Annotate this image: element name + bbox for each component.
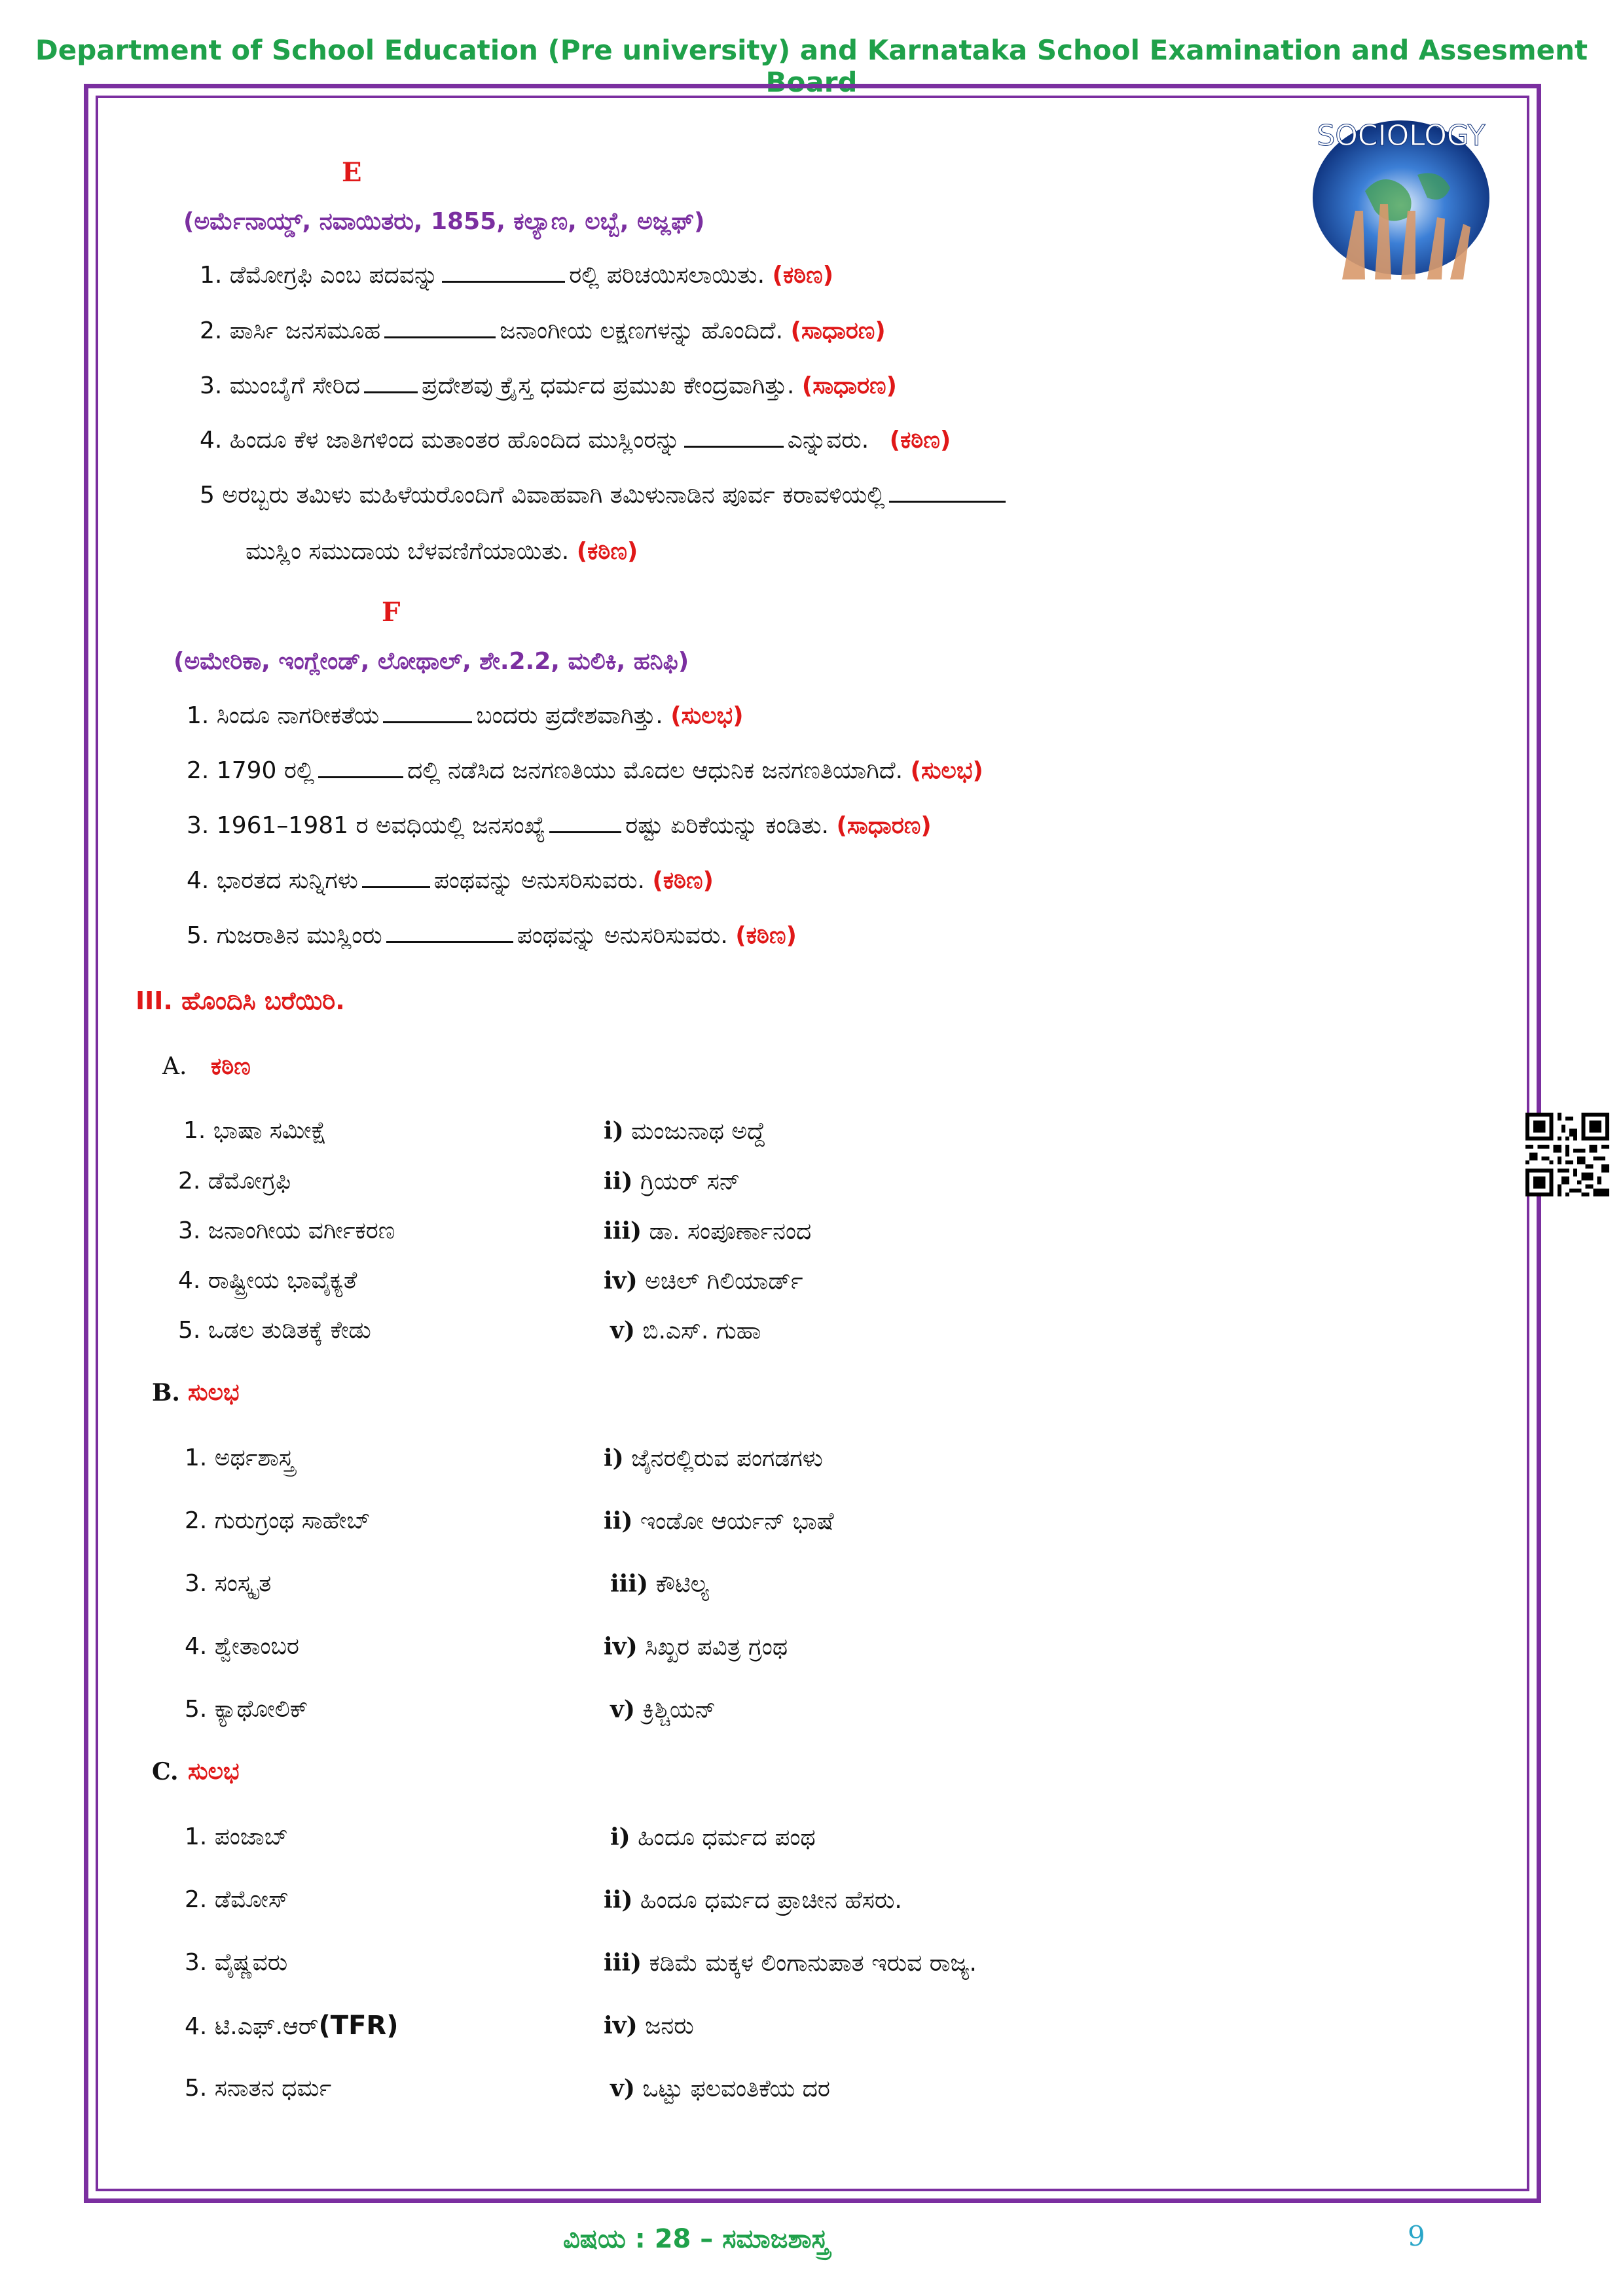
match-b-right-3-num: iii) [610, 1570, 649, 1598]
e-q3-post: ಪ್ರದೇಶವು ಕ್ರೈಸ್ತ ಧರ್ಮದ ಪ್ರಮುಖ ಕೇಂದ್ರವಾಗಿತ್ತು. [422, 372, 795, 399]
match-a-right-4-num: iv) [604, 1267, 638, 1295]
f-q2-post: ದಲ್ಲಿ ನಡೆಸಿದ ಜನಗಣತಿಯು ಮೊದಲ ಆಧುನಿಕ ಜನಗಣತಿಯಾಗಿದೆ. [407, 757, 903, 784]
match-a-label: A. [162, 1053, 187, 1080]
match-c-right-3-num: iii) [604, 1949, 642, 1977]
e-q5-pre: 5 ಅರಬ್ಬರು ತಮಿಳು ಮಹಿಳೆಯರೊಂದಿಗೆ ವಿವಾಹವಾಗಿ ತಮಿಳುನಾಡಿನ ಪೂರ್ವ ಕರಾವಳಿಯಲ್ಲಿ [200, 482, 885, 509]
match-c-right-2 [604, 1886, 902, 1914]
match-b-level: ಸುಲಭ [188, 1379, 240, 1406]
match-a-right-5-num: v) [610, 1317, 635, 1344]
match-a-left-5: 5. ಒಡಲ ತುಡಿತಕ್ಕೆ ಕೇಡು [178, 1317, 371, 1344]
e-q1-post: ರಲ್ಲಿ ಪರಿಚಯಿಸಲಾಯಿತು. [569, 262, 765, 289]
match-a-right-4 [604, 1267, 803, 1295]
e-q5-cont [246, 538, 638, 565]
section-f-label: F [382, 597, 401, 628]
e-q4 [200, 427, 951, 454]
match-b-left-2: 2. ಗುರುಗ್ರಂಥ ಸಾಹೇಬ್ [185, 1507, 371, 1534]
match-a-right-4-text: ಅಚಿಲ್ ಗಿಲಿಯಾರ್ಡ್ [645, 1268, 803, 1295]
page-header: Department of School Education (Pre university) and Karnataka School Examination and Assesment Board [35, 34, 1588, 98]
match-b-right-2-text: ಇಂಡೋ ಆರ್ಯನ್ ಭಾಷೆ [640, 1508, 834, 1535]
e-q1 [200, 262, 833, 289]
match-c-right-5-num: v) [610, 2075, 635, 2102]
e-q5-level: (ಕಠಿಣ) [576, 538, 638, 565]
e-q1-level: (ಕಠಿಣ) [772, 262, 834, 289]
match-b-left-1: 1. ಅರ್ಥಶಾಸ್ತ್ರ [185, 1444, 295, 1471]
f-q4-post: ಪಂಥವನ್ನು ಅನುಸರಿಸುವರು. [433, 867, 645, 894]
f-q3-pre: 3. 1961–1981 ರ ಅವಧಿಯಲ್ಲಿ ಜನಸಂಖ್ಯೆ [187, 812, 546, 839]
e-q3-pre: 3. ಮುಂಬೈಗೆ ಸೇರಿದ [200, 372, 361, 399]
f-q1-pre: 1. ಸಿಂದೂ ನಾಗರೀಕತೆಯ [187, 702, 380, 729]
f-q2-pre: 2. 1790 ರಲ್ಲಿ [187, 757, 315, 784]
section-f-hint: (ಅಮೇರಿಕಾ, ಇಂಗ್ಲೇಂಡ್, ಲೋಥಾಲ್, ಶೇ.2.2, ಮಲಿಕಿ, ಹನಿಫಿ) [173, 648, 689, 675]
f-q1-post: ಬಂದರು ಪ್ರದೇಶವಾಗಿತ್ತು. [476, 702, 663, 729]
match-c-right-4 [604, 2012, 694, 2040]
match-b-right-1-text: ಜೈನರಲ್ಲಿರುವ ಪಂಗಡಗಳು [631, 1445, 823, 1472]
section-e-hint: (ಅರ್ಮೆನಾಯ್ಡ್, ನವಾಯಿತರು, 1855, ಕಲ್ಯಾಣ, ಲಬ್ಬೆ, ಅಜ್ಲಫ್) [183, 208, 705, 235]
match-b-right-4-num: iv) [604, 1633, 638, 1660]
match-b-right-3-text: ಕೌಟಿಲ್ಯ [655, 1571, 709, 1598]
e-q5 [200, 482, 1010, 509]
match-b-right-4 [604, 1633, 788, 1661]
f-q1 [187, 702, 744, 730]
e-q2-level: (ಸಾಧಾರಣ) [790, 317, 886, 344]
match-a-right-1-num: i) [604, 1117, 624, 1145]
match-a-right-1-text: ಮಂಜುನಾಥ ಅದ್ದೆ [631, 1118, 766, 1145]
match-b-right-3 [610, 1570, 709, 1598]
e-q4-post: ಎನ್ನುವರು. [787, 427, 869, 454]
f-q2-level: (ಸುಲಭ) [910, 757, 983, 784]
match-a-left-1: 1. ಭಾಷಾ ಸಮೀಕ್ಷೆ [183, 1117, 327, 1144]
e-q2-pre: 2. ಪಾರ್ಸಿ ಜನಸಮೂಹ [200, 317, 381, 344]
f-q5-level: (ಕಠಿಣ) [735, 922, 797, 949]
match-b-right-1-num: i) [604, 1444, 624, 1472]
match-a-right-3-text: ಡಾ. ಸಂಪೂರ್ಣಾನಂದ [649, 1218, 812, 1245]
f-q5-post: ಪಂಥವನ್ನು ಅನುಸರಿಸುವರು. [517, 922, 728, 949]
match-c-label: C. [152, 1758, 179, 1785]
e-q2-post: ಜನಾಂಗೀಯ ಲಕ್ಷಣಗಳನ್ನು ಹೊಂದಿದೆ. [500, 317, 784, 344]
match-a-right-5-text: ಬಿ.ಎಸ್. ಗುಹಾ [642, 1318, 761, 1344]
match-b-right-1 [604, 1444, 823, 1473]
match-a-left-4: 4. ರಾಷ್ಟ್ರೀಯ ಭಾವೈಕ್ಯತೆ [178, 1267, 357, 1294]
e-q4-pre: 4. ಹಿಂದೂ ಕೆಳ ಜಾತಿಗಳಿಂದ ಮತಾಂತರ ಹೊಂದಿದ ಮುಸ್ಲಿಂರನ್ನು [200, 427, 680, 454]
page-number: 9 [1408, 2220, 1425, 2252]
match-a-right-3-num: iii) [604, 1217, 642, 1245]
match-c-right-3 [604, 1949, 977, 1977]
match-c-right-4-num: iv) [604, 2012, 638, 2039]
match-c-left-5: 5. ಸನಾತನ ಧರ್ಮ [185, 2075, 332, 2102]
match-b-left-4: 4. ಶ್ವೇತಾಂಬರ [185, 1633, 299, 1660]
match-c-right-5 [610, 2075, 830, 2103]
f-q4-level: (ಕಠಿಣ) [652, 867, 714, 894]
match-a-level: ಕಠಿಣ [211, 1053, 251, 1080]
match-b-right-5-text: ಕ್ರಿಶ್ಚಿಯನ್ [642, 1696, 716, 1723]
f-q1-level: (ಸುಲಭ) [670, 702, 744, 729]
e-q2 [200, 317, 886, 345]
qr-code [1525, 1113, 1609, 1196]
match-b-right-4-text: ಸಿಖ್ಖರ ಪವಿತ್ರ ಗ್ರಂಥ [645, 1634, 788, 1660]
match-c-left-4 [185, 2011, 399, 2041]
match-a-right-2-num: ii) [604, 1168, 633, 1195]
f-q3-post: ರಷ್ಟು ಏರಿಕೆಯನ್ನು ಕಂಡಿತು. [625, 812, 830, 839]
match-c-left-4-text: 4. ಟಿ.ಎಫ್.ಆರ್ [185, 2013, 319, 2040]
match-b-left-3: 3. ಸಂಸ್ಕೃತ [185, 1570, 272, 1597]
e-q3-level: (ಸಾಧಾರಣ) [801, 372, 898, 399]
match-c-right-2-num: ii) [604, 1886, 633, 1914]
match-a-right-2 [604, 1168, 740, 1196]
match-a-right-5 [610, 1317, 761, 1345]
match-b-right-5-num: v) [610, 1696, 635, 1723]
f-q3-level: (ಸಾಧಾರಣ) [836, 812, 932, 839]
e-q4-level: (ಕಠಿಣ) [889, 427, 951, 454]
f-q4 [187, 867, 714, 895]
match-b-right-2-num: ii) [604, 1507, 633, 1535]
match-a-right-1 [604, 1117, 765, 1145]
f-q3 [187, 812, 932, 840]
section-e-label: E [342, 157, 362, 188]
match-c-right-1 [610, 1823, 816, 1852]
match-b-right-2 [604, 1507, 834, 1535]
match-c-left-4-abbr: (TFR) [318, 2011, 399, 2041]
match-a-left-2: 2. ಡೆಮೋಗ್ರಫಿ [178, 1168, 291, 1194]
footer-subject: ವಿಷಯ : 28 – ಸಮಾಜಶಾಸ್ತ್ರ [563, 2224, 829, 2254]
logo-text: SOCIOLOGY [1317, 119, 1486, 152]
e-q3 [200, 372, 897, 400]
match-a-right-3 [604, 1217, 811, 1246]
f-q2 [187, 757, 983, 785]
match-c-right-1-text: ಹಿಂದೂ ಧರ್ಮದ ಪಂಥ [638, 1824, 816, 1851]
f-q5-pre: 5. ಗುಜರಾತಿನ ಮುಸ್ಲಿಂರು [187, 922, 382, 949]
match-c-left-1: 1. ಪಂಜಾಬ್ [185, 1823, 288, 1850]
section-3-title: III. ಹೊಂದಿಸಿ ಬರೆಯಿರಿ. [136, 986, 345, 1015]
match-a-left-3: 3. ಜನಾಂಗೀಯ ವರ್ಗೀಕರಣ [178, 1217, 395, 1244]
match-c-right-2-text: ಹಿಂದೂ ಧರ್ಮದ ಪ್ರಾಚೀನ ಹೆಸರು. [640, 1887, 902, 1914]
match-c-left-3: 3. ವೈಷ್ಣವರು [185, 1949, 288, 1976]
e-q5-cont-text: ಮುಸ್ಲಿಂ ಸಮುದಾಯ ಬೆಳವಣಿಗೆಯಾಯಿತು. [246, 538, 570, 565]
f-q5 [187, 922, 797, 950]
sociology-logo [1303, 113, 1499, 279]
match-c-right-1-num: i) [610, 1823, 630, 1851]
match-c-level: ಸುಲಭ [188, 1758, 240, 1785]
match-b-right-5 [610, 1696, 716, 1724]
match-c-left-2: 2. ಡೆಮೋಸ್ [185, 1886, 289, 1913]
match-b-label: B. [152, 1379, 180, 1407]
match-c-right-3-text: ಕಡಿಮೆ ಮಕ್ಕಳ ಲಿಂಗಾನುಪಾತ ಇರುವ ರಾಜ್ಯ. [649, 1950, 977, 1977]
e-q1-pre: 1. ಡೆಮೋಗ್ರಫಿ ಎಂಬ ಪದವನ್ನು [200, 262, 439, 289]
match-b-left-5: 5. ಕ್ಯಾಥೋಲಿಕ್ [185, 1696, 308, 1723]
match-a-right-2-text: ಗ್ರಿಯರ್ ಸನ್ [640, 1168, 740, 1195]
f-q4-pre: 4. ಭಾರತದ ಸುನ್ನಿಗಳು [187, 867, 358, 894]
match-c-right-4-text: ಜನರು [645, 2013, 694, 2039]
match-c-right-5-text: ಒಟ್ಟು ಫಲವಂತಿಕೆಯ ದರ [642, 2075, 830, 2102]
